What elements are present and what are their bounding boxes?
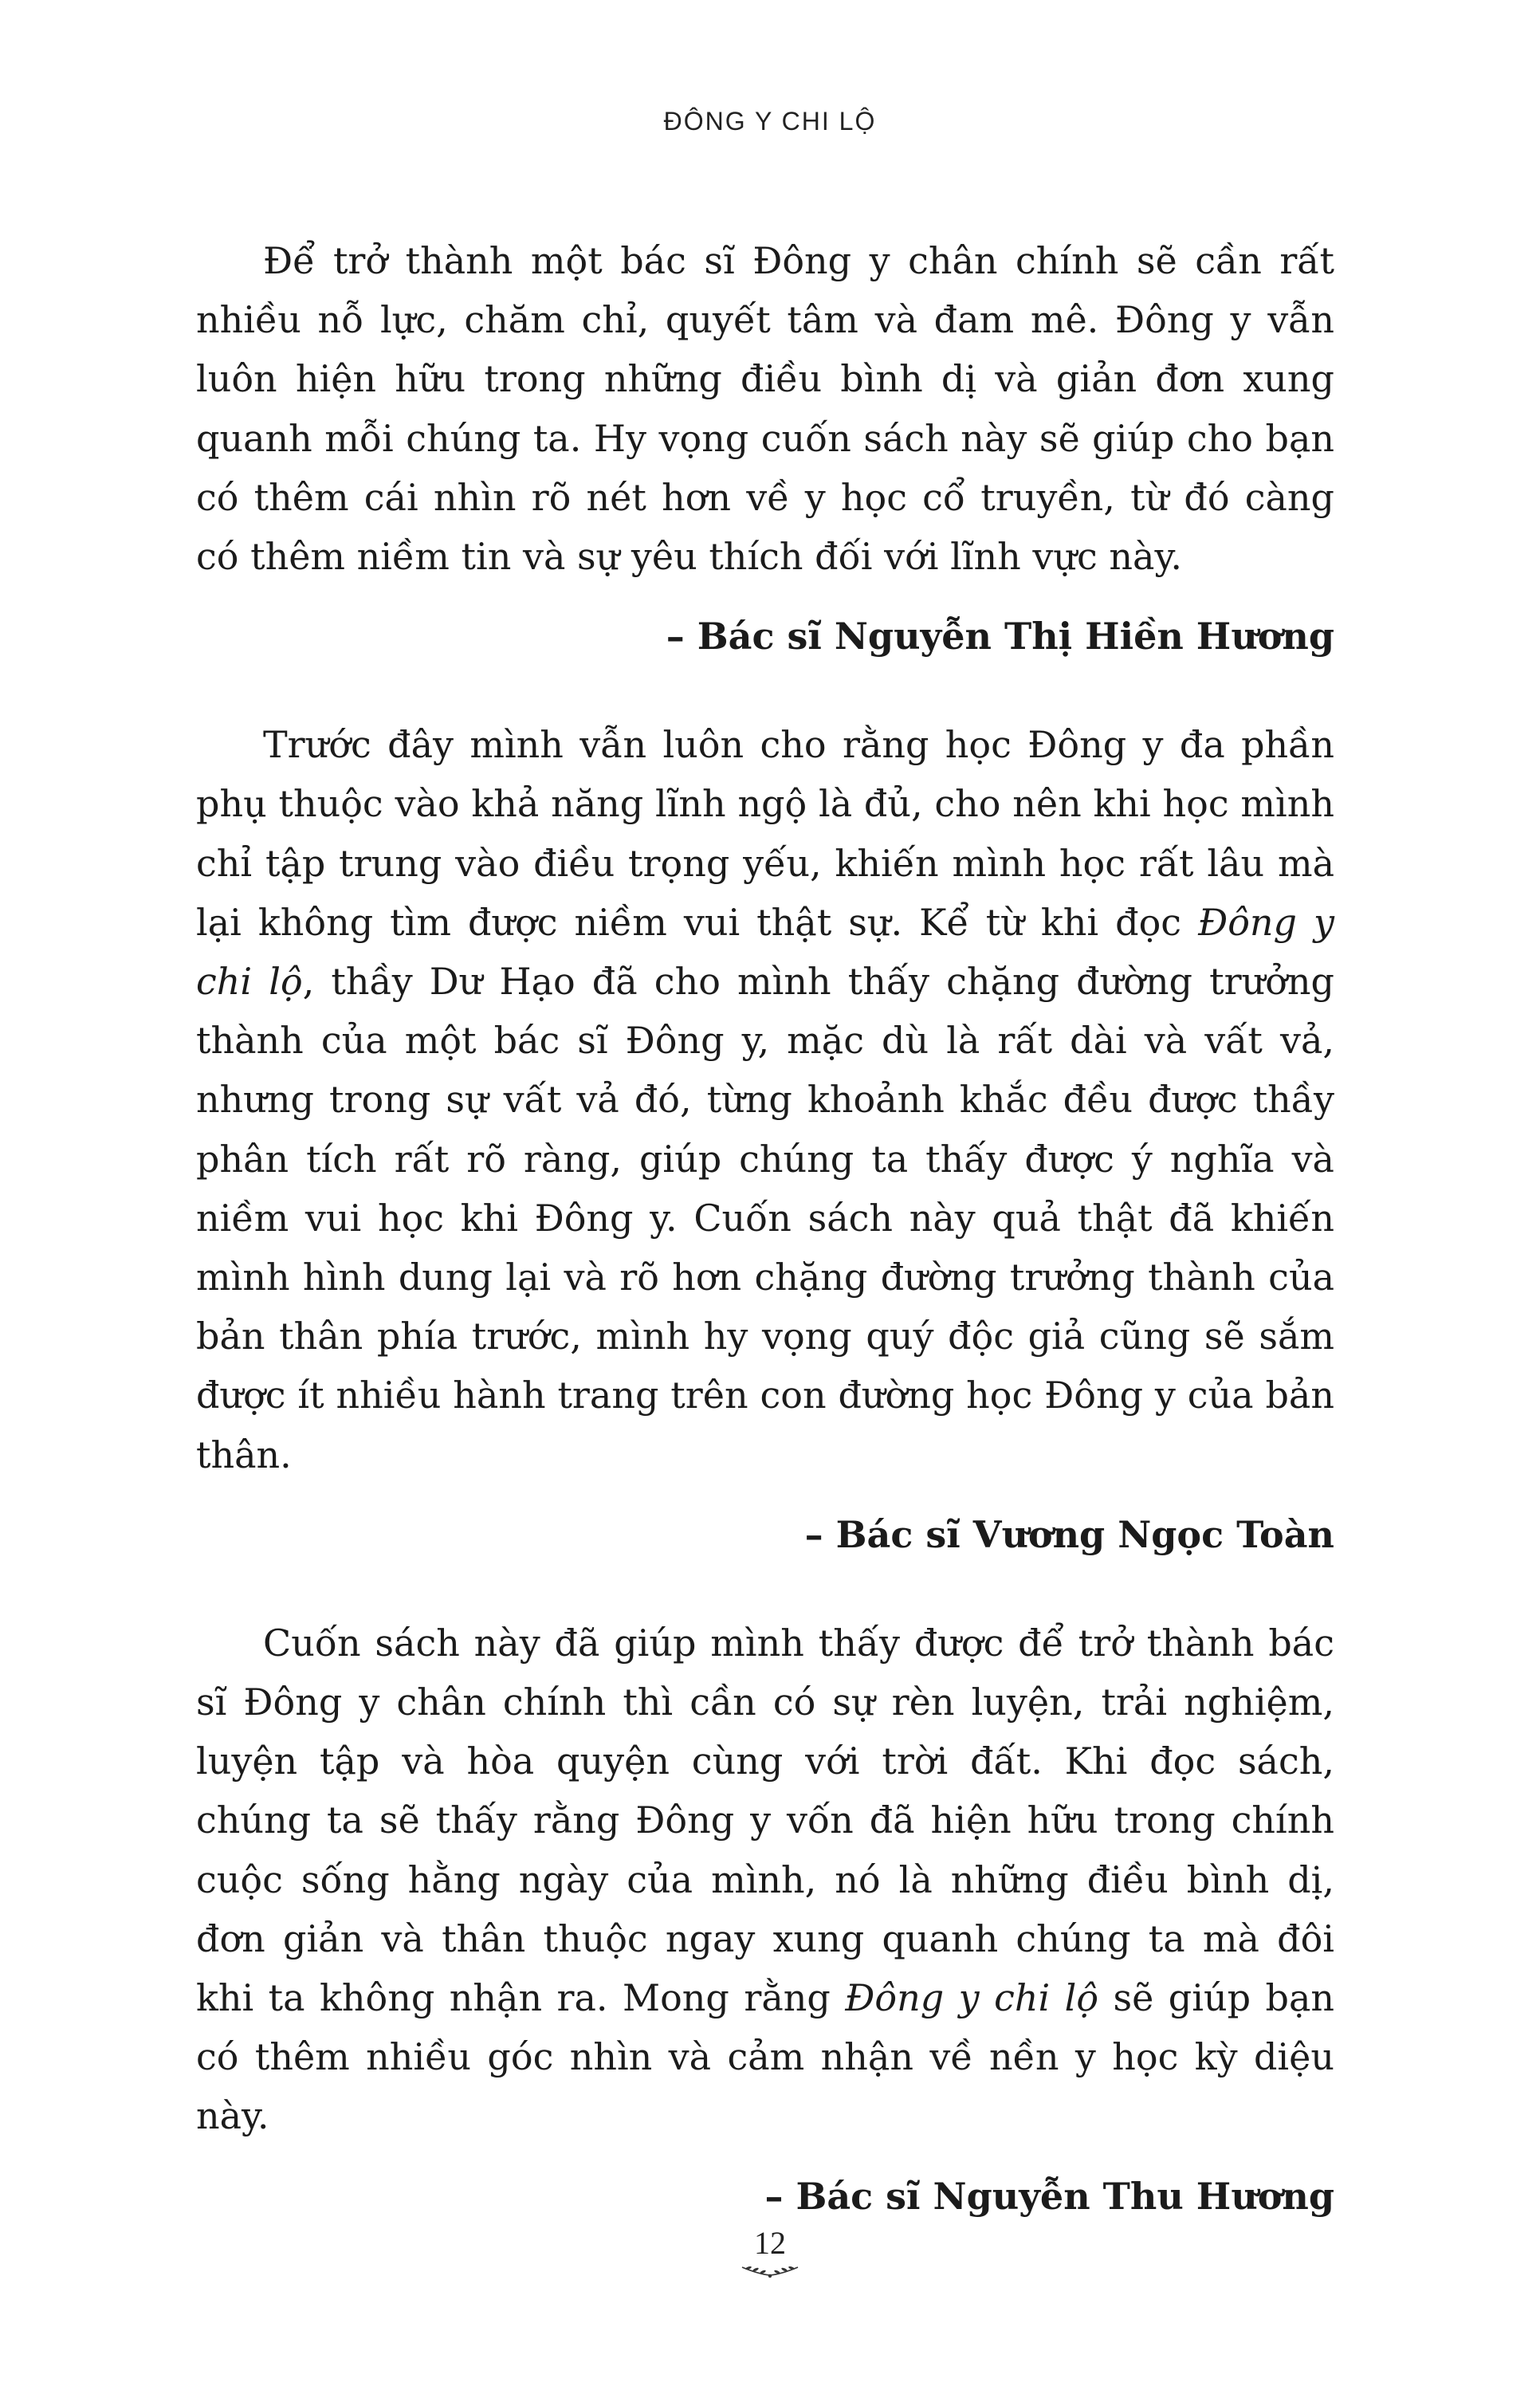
testimonial-paragraph-3	[196, 1614, 1334, 2146]
book-title: Đông y chi lộ	[196, 900, 1334, 1004]
testimonial-signature-1: – Bác sĩ Nguyễn Thị Hiền Hương	[666, 615, 1334, 658]
testimonial-signature-2: – Bác sĩ Vương Ngọc Toàn	[804, 1512, 1334, 1556]
testimonial-signature-3: – Bác sĩ Nguyễn Thu Hương	[764, 2174, 1334, 2218]
testimonial-paragraph-2	[196, 715, 1334, 1484]
page-number: 12	[754, 2225, 786, 2261]
running-header: ĐÔNG Y CHI LỘ	[663, 107, 877, 136]
paragraph-text: Trước đây mình vẫn luôn cho rằng học Đông y đa phần phụ thuộc vào khả năng lĩnh ngộ là đủ, cho nên khi học mình chỉ tập trung vào điều trọng yếu, khiến mình học rất lâu mà lại không tìm được niềm vui thật sự. Kể từ khi đọc	[196, 723, 1334, 944]
paragraph-text: , thầy Dư Hạo đã cho mình thấy chặng đường trưởng thành của một bác sĩ Đông y, mặc dù là rất dài và vất vả, nhưng trong sự vất vả đó, từng khoảnh khắc đều được thầy phân tích rất rõ ràng, giúp chúng ta thấy được ý nghĩa và niềm vui học khi Đông y. Cuốn sách này quả thật đã khiến mình hình dung lại và rõ hơn chặng đường trưởng thành của bản thân phía trước, mình hy vọng quý độc giả cũng sẽ sắm được ít nhiều hành trang trên con đường học Đông y của bản thân.	[196, 960, 1334, 1476]
paragraph-text: Cuốn sách này đã giúp mình thấy được để trở thành bác sĩ Đông y chân chính thì cần có sự rèn luyện, trải nghiệm, luyện tập và hòa quyện cùng với trời đất. Khi đọc sách, chúng ta sẽ thấy rằng Đông y vốn đã hiện hữu trong chính cuộc sống hằng ngày của mình, nó là những điều bình dị, đơn giản và thân thuộc ngay xung quanh chúng ta mà đôi khi ta không nhận ra. Mong rằng	[196, 1621, 1334, 2020]
paragraph-text: sẽ giúp bạn có thêm nhiều góc nhìn và cảm nhận về nền y học kỳ diệu này.	[196, 1976, 1334, 2138]
page-footer	[0, 2226, 1540, 2282]
book-title: Đông y chi lộ	[845, 1976, 1099, 2020]
page-body	[196, 231, 1334, 2226]
testimonial-paragraph-1: Để trở thành một bác sĩ Đông y chân chính sẽ cần rất nhiều nỗ lực, chăm chỉ, quyết tâm và đam mê. Đông y vẫn luôn hiện hữu trong những điều bình dị và giản đơn xung quanh mỗi chúng ta. Hy vọng cuốn sách này sẽ giúp cho bạn có thêm cái nhìn rõ nét hơn về y học cổ truyền, từ đó càng có thêm niềm tin và sự yêu thích đối với lĩnh vực này.	[196, 239, 1334, 579]
laurel-ornament-icon	[734, 2264, 806, 2282]
